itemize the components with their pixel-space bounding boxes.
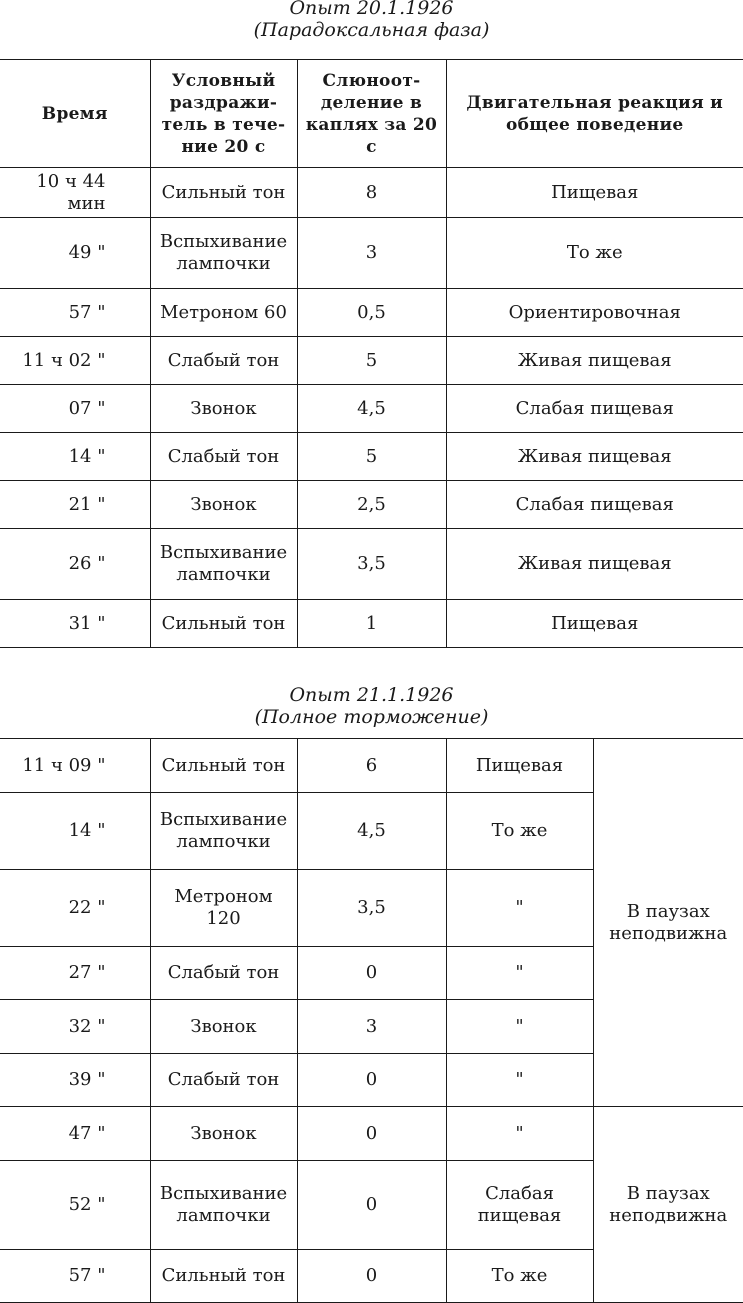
table-row [0,529,743,600]
experiment1-subtitle: (Парадоксальная фаза) [253,19,490,41]
header-row [0,60,743,168]
cell-time: 21 " [0,481,150,529]
cell-time: 14 " [0,793,150,870]
cell-saliva: 0 [297,1107,446,1161]
cell-saliva: 0,5 [297,289,446,337]
table-row [0,1107,743,1161]
table-row [0,739,743,793]
cell-saliva: 8 [297,168,446,218]
cell-stimulus: Слабый тон [150,947,297,1000]
cell-time: 57 " [0,1250,150,1303]
cell-stimulus: Сильный тон [150,1250,297,1303]
cell-stimulus: Звонок [150,481,297,529]
cell-time: 32 " [0,1000,150,1054]
cell-time: 11 ч 02 " [0,337,150,385]
cell-saliva: 0 [297,1161,446,1250]
cell-saliva: 0 [297,1054,446,1107]
cell-reaction: Пищевая [446,600,743,648]
cell-stimulus: Звонок [150,1000,297,1054]
cell-reaction: Ориентировочная [446,289,743,337]
cell-reaction: " [446,1054,593,1107]
header-reaction: Двигательная реакция и общее поведение [446,60,743,168]
cell-time: 57 " [0,289,150,337]
cell-stimulus: Вспыхивание лампочки [150,793,297,870]
experiment2-caption [0,684,743,728]
cell-reaction: Слабая пищевая [446,385,743,433]
cell-reaction: То же [446,793,593,870]
cell-time: 14 " [0,433,150,481]
experiment2-title: Опыт 21.1.1926 [289,684,454,706]
table-row [0,337,743,385]
cell-time: 47 " [0,1107,150,1161]
behavior-note: В паузах неподвижна [593,1107,743,1303]
cell-saliva: 4,5 [297,793,446,870]
cell-saliva: 2,5 [297,481,446,529]
experiment2-table [0,738,743,1303]
cell-reaction: Слабая пищевая [446,481,743,529]
cell-stimulus: Сильный тон [150,600,297,648]
cell-time: 27 " [0,947,150,1000]
behavior-note: В паузах неподвижна [593,739,743,1107]
cell-stimulus: Слабый тон [150,337,297,385]
cell-time: 52 " [0,1161,150,1250]
cell-stimulus: Слабый тон [150,1054,297,1107]
cell-reaction: " [446,870,593,947]
cell-reaction: Пищевая [446,168,743,218]
cell-reaction: " [446,947,593,1000]
cell-reaction: " [446,1000,593,1054]
cell-reaction: " [446,1107,593,1161]
table-row [0,433,743,481]
cell-saliva: 0 [297,947,446,1000]
cell-reaction: То же [446,218,743,289]
cell-reaction: Слабая пищевая [446,1161,593,1250]
cell-saliva: 0 [297,1250,446,1303]
cell-time: 49 " [0,218,150,289]
cell-stimulus: Вспыхивание лампочки [150,218,297,289]
cell-saliva: 5 [297,433,446,481]
cell-stimulus: Вспыхивание лампочки [150,529,297,600]
cell-time: 10 ч 44 мин [0,168,150,218]
cell-reaction: Живая пищевая [446,433,743,481]
cell-stimulus: Вспыхивание лампочки [150,1161,297,1250]
cell-stimulus: Звонок [150,1107,297,1161]
cell-saliva: 6 [297,739,446,793]
table-row [0,218,743,289]
cell-time: 39 " [0,1054,150,1107]
cell-saliva: 5 [297,337,446,385]
cell-saliva: 3,5 [297,529,446,600]
header-time: Время [0,60,150,168]
cell-time: 22 " [0,870,150,947]
cell-time: 11 ч 09 " [0,739,150,793]
experiment2-subtitle: (Полное торможение) [254,706,489,728]
cell-reaction: То же [446,1250,593,1303]
cell-saliva: 1 [297,600,446,648]
header-stimulus: Условный раздражи-тель в тече-ние 20 с [150,60,297,168]
table-row [0,168,743,218]
table-row [0,600,743,648]
table-row [0,289,743,337]
cell-stimulus: Слабый тон [150,433,297,481]
cell-stimulus: Сильный тон [150,168,297,218]
table-row [0,481,743,529]
table-row [0,385,743,433]
experiment1-title: Опыт 20.1.1926 [289,0,454,19]
cell-stimulus: Метроном 60 [150,289,297,337]
cell-saliva: 3,5 [297,870,446,947]
cell-time: 07 " [0,385,150,433]
cell-saliva: 3 [297,218,446,289]
cell-stimulus: Звонок [150,385,297,433]
cell-time: 31 " [0,600,150,648]
cell-stimulus: Метроном 120 [150,870,297,947]
cell-reaction: Пищевая [446,739,593,793]
cell-time: 26 " [0,529,150,600]
cell-saliva: 3 [297,1000,446,1054]
cell-reaction: Живая пищевая [446,529,743,600]
cell-saliva: 4,5 [297,385,446,433]
cell-stimulus: Сильный тон [150,739,297,793]
header-saliva: Слюноот-деление в каплях за 20 с [297,60,446,168]
experiment1-table [0,59,743,648]
cell-reaction: Живая пищевая [446,337,743,385]
experiment1-caption [0,0,743,41]
